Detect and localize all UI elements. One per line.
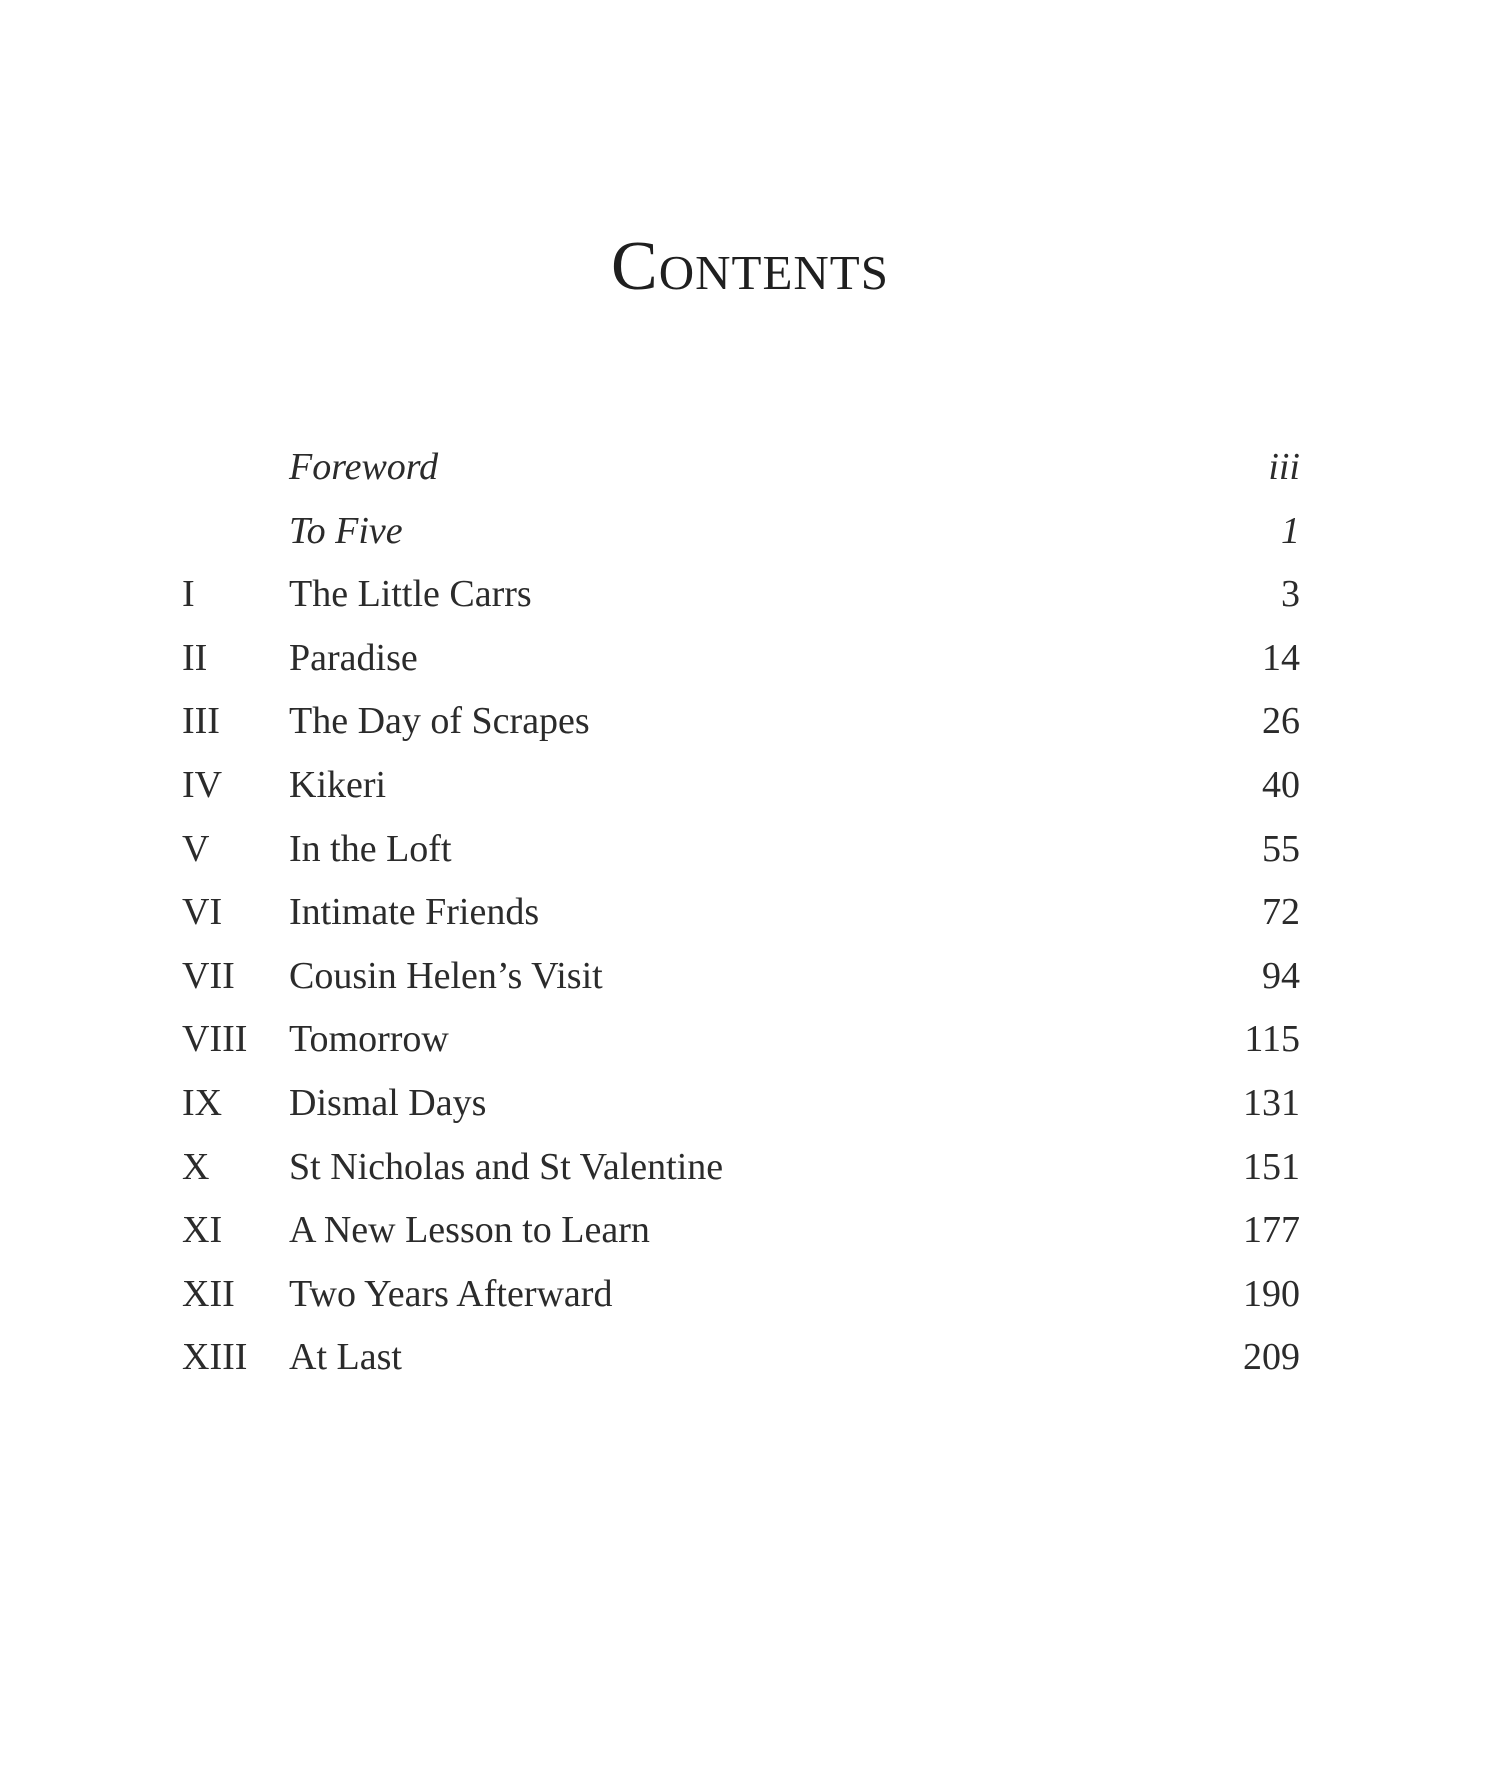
toc-entry-chapter-11 <box>0 1199 1500 1263</box>
page-number: 115 <box>1244 1018 1300 1061</box>
page-number: 131 <box>1243 1081 1300 1124</box>
toc-entry-chapter-10 <box>0 1136 1500 1200</box>
chapter-title: Kikeri <box>289 763 387 806</box>
chapter-title: Two Years Afterward <box>289 1272 613 1315</box>
toc-entry-chapter-1 <box>0 563 1500 627</box>
toc-entry-chapter-4 <box>0 754 1500 818</box>
chapter-number: IV <box>182 763 223 806</box>
table-of-contents <box>0 436 1500 1390</box>
page-number: 26 <box>1262 700 1300 743</box>
chapter-title: Foreword <box>289 446 439 488</box>
chapter-title: The Day of Scrapes <box>289 700 590 743</box>
chapter-number: IX <box>182 1081 223 1124</box>
page-number: 3 <box>1281 573 1300 616</box>
toc-entry-chapter-5 <box>0 818 1500 882</box>
toc-entry-chapter-9 <box>0 1072 1500 1136</box>
toc-entry-chapter-2 <box>0 627 1500 691</box>
chapter-number: VII <box>182 954 235 997</box>
chapter-title: A New Lesson to Learn <box>289 1209 650 1252</box>
page-number: iii <box>1268 446 1300 488</box>
chapter-number: XI <box>182 1209 223 1252</box>
page-title: Contents <box>611 228 889 305</box>
chapter-number: V <box>182 827 210 870</box>
chapter-number: XII <box>182 1272 235 1315</box>
chapter-title: Intimate Friends <box>289 891 540 934</box>
page-number: 209 <box>1243 1336 1300 1379</box>
toc-entry-chapter-8 <box>0 1008 1500 1072</box>
chapter-number: X <box>182 1145 210 1188</box>
chapter-number: I <box>182 573 195 616</box>
page-number: 94 <box>1262 954 1300 997</box>
toc-entry-chapter-13 <box>0 1326 1500 1390</box>
chapter-number: VIII <box>182 1018 248 1061</box>
toc-entry-chapter-6 <box>0 881 1500 945</box>
chapter-title: Cousin Helen’s Visit <box>289 954 603 997</box>
chapter-title: Tomorrow <box>289 1018 449 1061</box>
toc-entry-chapter-3 <box>0 690 1500 754</box>
chapter-title: St Nicholas and St Valentine <box>289 1145 724 1188</box>
page-number: 72 <box>1262 891 1300 934</box>
chapter-title: At Last <box>289 1336 402 1379</box>
chapter-title: Dismal Days <box>289 1081 487 1124</box>
chapter-title: In the Loft <box>289 827 452 870</box>
toc-entry-foreword <box>0 436 1500 500</box>
chapter-number: II <box>182 636 208 679</box>
chapter-number: XIII <box>182 1336 248 1379</box>
page-number: 151 <box>1243 1145 1300 1188</box>
chapter-number: III <box>182 700 220 743</box>
chapter-title: The Little Carrs <box>289 573 532 616</box>
page-number: 190 <box>1243 1272 1300 1315</box>
toc-entry-to-five <box>0 500 1500 564</box>
toc-entry-chapter-7 <box>0 945 1500 1009</box>
page-number: 14 <box>1262 636 1300 679</box>
chapter-title: Paradise <box>289 636 418 679</box>
page-number: 1 <box>1281 509 1300 552</box>
chapter-title: To Five <box>289 509 403 552</box>
chapter-number: VI <box>182 891 223 934</box>
toc-entry-chapter-12 <box>0 1263 1500 1327</box>
page-number: 55 <box>1262 827 1300 870</box>
page-number: 177 <box>1243 1209 1300 1252</box>
page-number: 40 <box>1262 763 1300 806</box>
